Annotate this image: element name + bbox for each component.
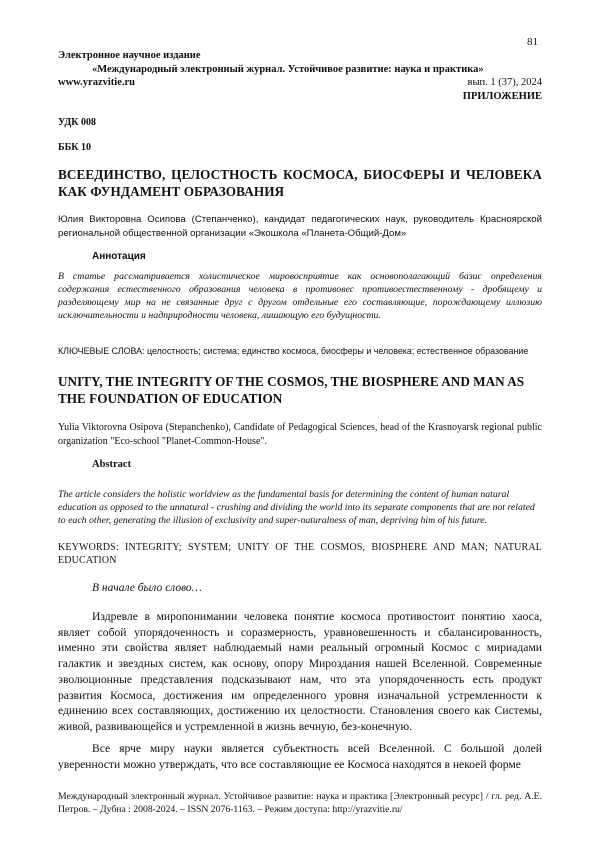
epigraph: В начале было слово… [92,582,202,594]
publication-type: Электронное научное издание [58,50,201,61]
udk-code: УДК 008 [58,117,96,128]
body-paragraph-2 [58,741,542,772]
article-title-en: UNITY, THE INTEGRITY OF THE COSMOS, THE BIOSPHERE AND MAN AS THE FOUNDATION OF EDUCATION [58,374,525,406]
abstract-text: The article considers the holistic worldview as the fundamental basis for determining the content of human natural education as opposed to the unnatural - crushing and dividing the world into its separate components that are not related to each other, generating the illusion of exclusivity and super-naturalness of man, depriving him of his future. [58,489,535,526]
paragraph-text: Все ярче миру науки является субъектность всей Вселенной. С большой долей уверенности можно утверждать, что все составляющие ее Космоса находятся в некоей форме [58,742,542,771]
body-paragraph-1 [58,609,542,735]
appendix-label: ПРИЛОЖЕНИЕ [462,91,542,102]
author-info-en: Yulia Viktorovna Osipova (Stepanchenko), Candidate of Pedagogical Sciences, head of the Krasnoyarsk regional public organization "Eco-school "Planet-Common-House". [58,422,542,447]
annotation-heading: Аннотация [92,251,146,262]
keywords-ru: КЛЮЧЕВЫЕ СЛОВА: целостность; система; единство космоса, биосферы и человека; естественное образование [58,346,529,356]
abstract-heading: Abstract [92,459,132,470]
article-title-ru: ВСЕЕДИНСТВО, ЦЕЛОСТНОСТЬ КОСМОСА, БИОСФЕРЫ И ЧЕЛОВЕКА КАК ФУНДАМЕНТ ОБРАЗОВАНИЯ [58,167,542,199]
journal-website: www.yrazvitie.ru [58,77,135,88]
author-info-ru: Юлия Викторовна Осипова (Степанченко), кандидат педагогических наук, руководитель Красноярской региональной общественной организации «Экошкола «Планета-Общий-Дом» [58,214,542,239]
keywords-en: KEYWORDS: INTEGRITY; SYSTEM; UNITY OF THE COSMOS, BIOSPHERE AND MAN; NATURAL EDUCATION [58,542,542,566]
footer-citation: Международный электронный журнал. Устойчивое развитие: наука и практика [Электронный ресурс] / гл. ред. А.Е. Петров. – Дубна : 2008-2024. – ISSN 2076-1163. – Режим доступа: http://yrazvitie.ru/ [58,791,542,815]
issue-number: вып. 1 (37), 2024 [467,77,542,88]
journal-name: «Международный электронный журнал. Устойчивое развитие: наука и практика» [92,64,484,75]
bbk-code: ББК 10 [58,142,91,153]
page-number: 81 [527,36,538,48]
annotation-text: В статье рассматривается холистическое мировосприятие как основополагающий базис определения содержания естественного образования человека в противовес противоестественному - дробящему и разделяющему мир на не связанные друг с другом отдельные его составляющие, порождающему иллюзию исключительности и надприродности человека, лишающую его будущности. [58,271,542,321]
paragraph-text: Издревле в миропонимании человека понятие космоса противостоит понятию хаоса, являет собой упорядоченность и соразмерность, уравновешенность и сбалансированность, именно эти свойства являет наблюдаемый нами реальный огромный Космос с мириадами галактик и звездных систем, как основу, опору Мироздания нашей Вселенной. Современные эволюционные представления подсказывают нам, что эта упорядоченность есть продукт развития Космоса, достижения им определенного уровня изначальной устремленности к единению всех составляющих, достижению их целостности. Становления своего как Системы, живой, развивающейся и устремленной в жизнь вечную, без-конечную. [58,610,542,733]
